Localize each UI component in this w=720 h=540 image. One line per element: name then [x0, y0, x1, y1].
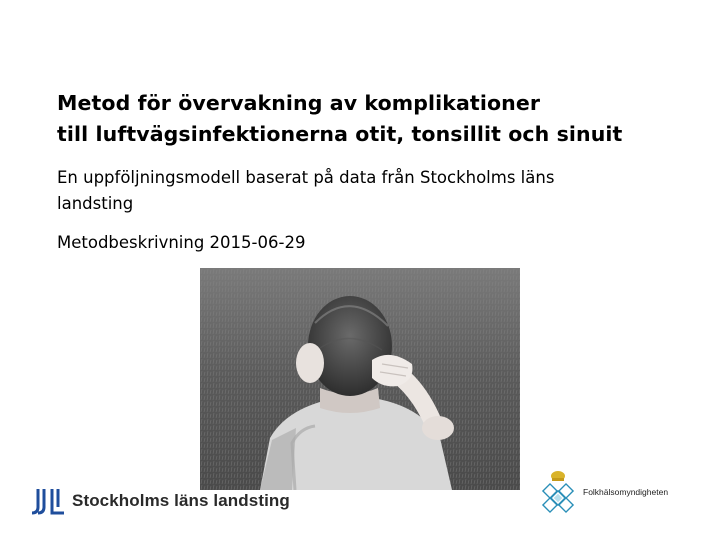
sll-icon [30, 487, 66, 515]
folkhalsomyndigheten-logo [536, 468, 668, 516]
sll-logo-text: Stockholms läns landsting [72, 491, 290, 510]
slide-title-line-2: till luftvägsinfektionerna otit, tonsillit och sinuit [57, 122, 623, 146]
slide-title-line-1: Metod för övervakning av komplikationer [57, 91, 541, 115]
slide-title [57, 88, 697, 150]
slide-subtitle: En uppföljningsmodell baserat på data från Stockholms läns landsting [57, 168, 555, 213]
fhm-logo-text: Folkhälsomyndigheten [583, 487, 669, 497]
stockholms-lans-landsting-logo [30, 485, 290, 517]
fhm-emblem-icon [536, 468, 580, 516]
slide-date: Metodbeskrivning 2015-06-29 [57, 233, 306, 252]
child-covering-ears-photo [200, 268, 520, 490]
